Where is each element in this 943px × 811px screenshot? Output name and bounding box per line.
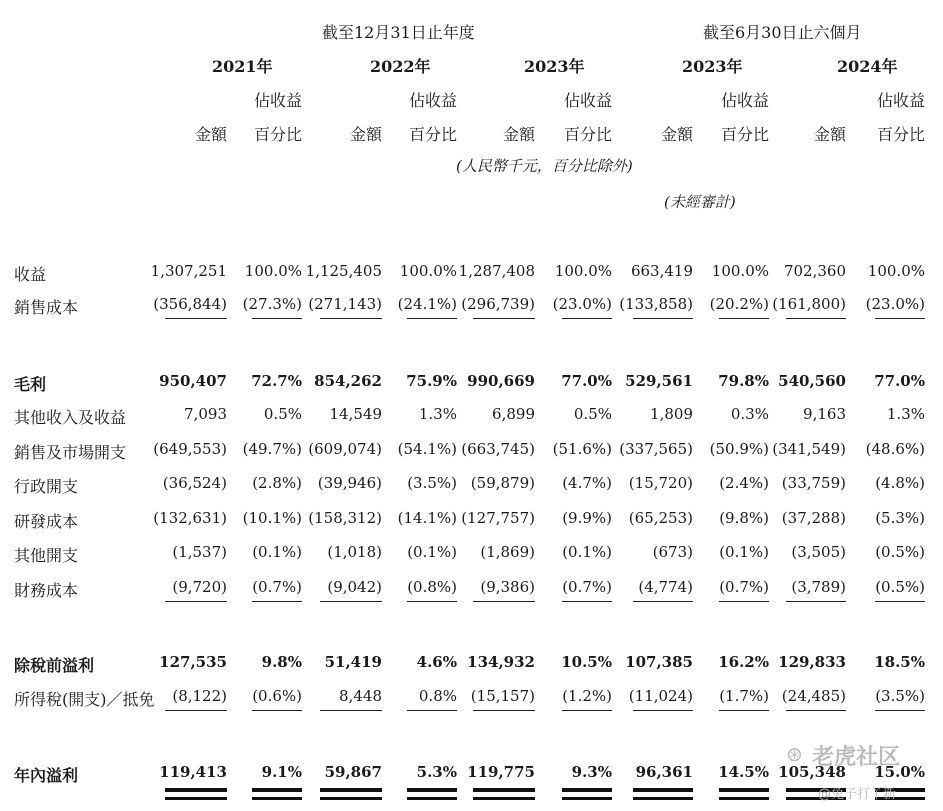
- table-cell: (673): [652, 543, 693, 561]
- subtotal-underline: [562, 318, 612, 319]
- row-label: 毛利: [14, 375, 47, 394]
- total-double-underline: [165, 797, 227, 800]
- subtotal-underline: [562, 710, 612, 711]
- table-cell: 702,360: [783, 262, 846, 280]
- table-cell: (0.6%): [252, 687, 302, 705]
- total-double-underline: [407, 797, 457, 800]
- table-cell: 14,549: [329, 405, 382, 423]
- subtotal-underline: [165, 601, 227, 602]
- table-cell: (39,946): [317, 474, 382, 492]
- subtotal-underline: [320, 601, 382, 602]
- table-cell: 6,899: [492, 405, 535, 423]
- pct-column-header-top: 佔收益: [253, 91, 302, 110]
- period-interim-heading: 截至6月30日止六個月: [703, 23, 862, 42]
- year-heading: 2022年: [370, 57, 431, 76]
- table-cell: (0.1%): [252, 543, 302, 561]
- row-label: 銷售及市場開支: [14, 443, 127, 462]
- table-cell: 75.9%: [406, 372, 457, 390]
- table-cell: 129,833: [778, 653, 846, 671]
- table-cell: 119,775: [467, 763, 535, 781]
- table-cell: 134,932: [467, 653, 535, 671]
- row-label: 銷售成本: [14, 298, 79, 317]
- table-cell: (20.2%): [709, 295, 769, 313]
- table-cell: 0.5%: [573, 405, 612, 423]
- table-cell: 15.0%: [874, 763, 925, 781]
- table-cell: (2.4%): [719, 474, 769, 492]
- total-double-underline: [562, 788, 612, 796]
- row-label: 其他收入及收益: [14, 408, 127, 427]
- table-cell: 0.8%: [418, 687, 457, 705]
- subtotal-underline: [165, 318, 227, 319]
- total-double-underline: [407, 788, 457, 796]
- table-cell: (51.6%): [552, 440, 612, 458]
- total-double-underline: [320, 797, 382, 800]
- subtotal-underline: [252, 710, 302, 711]
- table-cell: (0.1%): [407, 543, 457, 561]
- table-cell: (341,549): [772, 440, 846, 458]
- table-cell: 1,307,251: [150, 262, 227, 280]
- table-cell: 1,287,408: [458, 262, 535, 280]
- amount-column-header: 金額: [813, 125, 846, 144]
- total-double-underline: [562, 797, 612, 800]
- pct-column-header-bottom: 百分比: [563, 125, 612, 144]
- table-cell: (609,074): [308, 440, 382, 458]
- subtotal-underline: [165, 710, 227, 711]
- subtotal-underline: [786, 710, 846, 711]
- table-cell: 100.0%: [244, 262, 302, 280]
- subtotal-underline: [719, 601, 769, 602]
- pct-column-header-top: 佔收益: [720, 91, 769, 110]
- table-cell: 663,419: [630, 262, 693, 280]
- table-cell: 8,448: [339, 687, 382, 705]
- table-cell: 127,535: [159, 653, 227, 671]
- table-cell: (9.9%): [562, 509, 612, 527]
- table-cell: (15,157): [470, 687, 535, 705]
- table-cell: (23.0%): [552, 295, 612, 313]
- row-label: 研發成本: [14, 512, 79, 531]
- total-double-underline: [473, 788, 535, 796]
- table-cell: 100.0%: [399, 262, 457, 280]
- total-double-underline: [252, 797, 302, 800]
- table-cell: (663,745): [461, 440, 535, 458]
- subtotal-underline: [875, 601, 925, 602]
- table-cell: (9,042): [327, 578, 382, 596]
- table-cell: (49.7%): [242, 440, 302, 458]
- table-cell: 18.5%: [874, 653, 925, 671]
- table-cell: 950,407: [159, 372, 227, 390]
- table-cell: (0.1%): [719, 543, 769, 561]
- table-cell: (15,720): [628, 474, 693, 492]
- table-cell: (4,774): [638, 578, 693, 596]
- table-cell: (27.3%): [242, 295, 302, 313]
- table-cell: (8,122): [172, 687, 227, 705]
- table-cell: (1,018): [327, 543, 382, 561]
- total-double-underline: [320, 788, 382, 796]
- subtotal-underline: [875, 710, 925, 711]
- total-double-underline: [252, 788, 302, 796]
- table-cell: 9.1%: [261, 763, 302, 781]
- table-cell: (1,537): [172, 543, 227, 561]
- amount-column-header: 金額: [349, 125, 382, 144]
- pct-column-header-bottom: 百分比: [253, 125, 302, 144]
- table-cell: 59,867: [324, 763, 382, 781]
- pct-column-header-bottom: 百分比: [720, 125, 769, 144]
- table-cell: (5.3%): [875, 509, 925, 527]
- year-heading: 2023年: [524, 57, 585, 76]
- table-cell: (161,800): [772, 295, 846, 313]
- table-cell: 4.6%: [416, 653, 457, 671]
- table-cell: 96,361: [635, 763, 693, 781]
- table-cell: (1.2%): [562, 687, 612, 705]
- table-cell: (0.1%): [562, 543, 612, 561]
- table-cell: 990,669: [467, 372, 535, 390]
- amount-column-header: 金額: [502, 125, 535, 144]
- table-cell: (0.7%): [562, 578, 612, 596]
- subtotal-underline: [719, 710, 769, 711]
- row-label: 財務成本: [14, 581, 79, 600]
- table-cell: (36,524): [162, 474, 227, 492]
- table-cell: (3.5%): [875, 687, 925, 705]
- subtotal-underline: [633, 318, 693, 319]
- subtotal-underline: [320, 318, 382, 319]
- table-cell: (9,720): [172, 578, 227, 596]
- pct-column-header-top: 佔收益: [876, 91, 925, 110]
- table-cell: (1.7%): [719, 687, 769, 705]
- pct-column-header-bottom: 百分比: [876, 125, 925, 144]
- subtotal-underline: [562, 601, 612, 602]
- subtotal-underline: [473, 601, 535, 602]
- subtotal-underline: [719, 318, 769, 319]
- table-cell: 1.3%: [886, 405, 925, 423]
- pct-column-header-top: 佔收益: [563, 91, 612, 110]
- table-cell: 100.0%: [554, 262, 612, 280]
- year-heading: 2023年: [682, 57, 743, 76]
- table-cell: 10.5%: [561, 653, 612, 671]
- subtotal-underline: [633, 710, 693, 711]
- table-cell: (50.9%): [709, 440, 769, 458]
- table-cell: 16.2%: [718, 653, 769, 671]
- table-cell: 72.7%: [251, 372, 302, 390]
- unaudited-note: (未經審計): [664, 193, 736, 211]
- row-label: 除稅前溢利: [14, 656, 95, 675]
- table-cell: (271,143): [308, 295, 382, 313]
- table-cell: (65,253): [628, 509, 693, 527]
- amount-column-header: 金額: [194, 125, 227, 144]
- table-cell: (158,312): [308, 509, 382, 527]
- subtotal-underline: [407, 601, 457, 602]
- table-cell: 9,163: [803, 405, 846, 423]
- year-heading: 2024年: [837, 57, 898, 76]
- table-cell: (11,024): [628, 687, 693, 705]
- table-cell: (24,485): [781, 687, 846, 705]
- table-cell: (24.1%): [397, 295, 457, 313]
- pct-column-header-bottom: 百分比: [408, 125, 457, 144]
- table-cell: 9.3%: [571, 763, 612, 781]
- table-cell: (649,553): [153, 440, 227, 458]
- row-label: 行政開支: [14, 477, 79, 496]
- table-cell: 79.8%: [718, 372, 769, 390]
- subtotal-underline: [407, 710, 457, 711]
- table-cell: (3.5%): [407, 474, 457, 492]
- table-cell: 1,125,405: [305, 262, 382, 280]
- table-cell: (4.7%): [562, 474, 612, 492]
- table-cell: (59,879): [470, 474, 535, 492]
- table-cell: (1,869): [480, 543, 535, 561]
- table-cell: (296,739): [461, 295, 535, 313]
- table-cell: (10.1%): [242, 509, 302, 527]
- year-heading: 2021年: [212, 57, 273, 76]
- table-cell: (0.5%): [875, 543, 925, 561]
- subtotal-underline: [786, 318, 846, 319]
- table-cell: 105,348: [778, 763, 846, 781]
- row-label: 收益: [14, 265, 47, 284]
- total-double-underline: [719, 797, 769, 800]
- table-cell: (133,858): [619, 295, 693, 313]
- table-cell: (37,288): [781, 509, 846, 527]
- table-cell: (0.8%): [407, 578, 457, 596]
- table-cell: 540,560: [778, 372, 846, 390]
- subtotal-underline: [473, 318, 535, 319]
- table-cell: (23.0%): [865, 295, 925, 313]
- subtotal-underline: [786, 601, 846, 602]
- table-cell: 77.0%: [874, 372, 925, 390]
- table-cell: (337,565): [619, 440, 693, 458]
- total-double-underline: [633, 797, 693, 800]
- table-cell: (0.5%): [875, 578, 925, 596]
- table-cell: (0.7%): [252, 578, 302, 596]
- row-label: 年內溢利: [14, 766, 79, 785]
- table-cell: (0.7%): [719, 578, 769, 596]
- row-label: 其他開支: [14, 546, 79, 565]
- amount-column-header: 金額: [660, 125, 693, 144]
- subtotal-underline: [407, 318, 457, 319]
- watermark-handle: @兔子打丫新: [818, 787, 897, 802]
- watermark-brand: 老虎社区: [812, 745, 901, 770]
- table-cell: 77.0%: [561, 372, 612, 390]
- total-double-underline: [633, 788, 693, 796]
- pct-column-header-top: 佔收益: [408, 91, 457, 110]
- table-cell: 1.3%: [418, 405, 457, 423]
- watermark-logo-icon: ⊛: [786, 742, 803, 766]
- table-cell: (4.8%): [875, 474, 925, 492]
- table-cell: 5.3%: [416, 763, 457, 781]
- table-cell: 529,561: [625, 372, 693, 390]
- table-cell: (3,789): [791, 578, 846, 596]
- table-cell: 1,809: [650, 405, 693, 423]
- period-annual-heading: 截至12月31日止年度: [322, 23, 475, 42]
- table-cell: (9.8%): [719, 509, 769, 527]
- row-label: 所得稅(開支)／抵免: [14, 690, 155, 709]
- subtotal-underline: [320, 710, 382, 711]
- unit-note: (人民幣千元，百分比除外): [456, 157, 633, 175]
- table-cell: (14.1%): [397, 509, 457, 527]
- table-cell: 51,419: [324, 653, 382, 671]
- table-cell: 100.0%: [711, 262, 769, 280]
- table-cell: 100.0%: [867, 262, 925, 280]
- table-cell: 107,385: [625, 653, 693, 671]
- total-double-underline: [473, 797, 535, 800]
- subtotal-underline: [633, 601, 693, 602]
- subtotal-underline: [875, 318, 925, 319]
- table-cell: 119,413: [159, 763, 227, 781]
- subtotal-underline: [252, 318, 302, 319]
- table-cell: 0.3%: [730, 405, 769, 423]
- subtotal-underline: [473, 710, 535, 711]
- table-cell: (54.1%): [397, 440, 457, 458]
- table-cell: (356,844): [153, 295, 227, 313]
- table-cell: (9,386): [480, 578, 535, 596]
- table-cell: 0.5%: [263, 405, 302, 423]
- table-cell: (132,631): [153, 509, 227, 527]
- table-cell: 9.8%: [261, 653, 302, 671]
- table-cell: 854,262: [314, 372, 382, 390]
- total-double-underline: [165, 788, 227, 796]
- subtotal-underline: [252, 601, 302, 602]
- table-cell: (48.6%): [865, 440, 925, 458]
- total-double-underline: [719, 788, 769, 796]
- table-cell: (3,505): [791, 543, 846, 561]
- table-cell: 14.5%: [718, 763, 769, 781]
- table-cell: (2.8%): [252, 474, 302, 492]
- table-cell: (33,759): [781, 474, 846, 492]
- table-cell: (127,757): [461, 509, 535, 527]
- table-cell: 7,093: [184, 405, 227, 423]
